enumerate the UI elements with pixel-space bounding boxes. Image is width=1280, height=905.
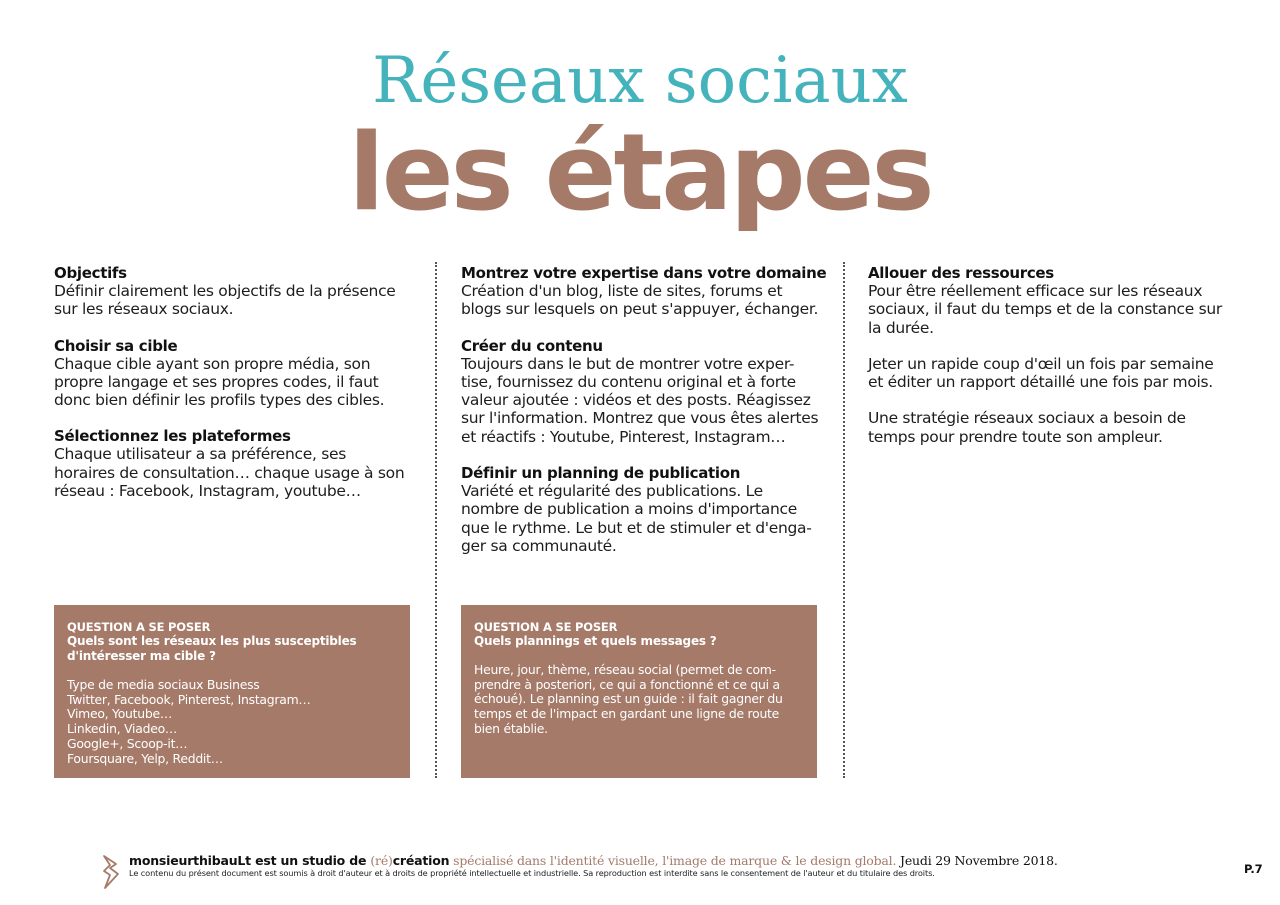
section-text: Définir clairement les objectifs de la présence sur les réseaux sociaux. — [54, 282, 396, 319]
question-text: Quels plannings et quels messages ? — [474, 634, 717, 648]
section-text: Création d'un blog, liste de sites, forums et blogs sur lesquels on peut s'appuyer, échanger. — [461, 282, 819, 319]
section-title: Montrez votre expertise dans votre domaine — [461, 264, 827, 282]
section-text: Jeter un rapide coup d'œil un fois par semaine et éditer un rapport détaillé une fois par mois. — [868, 354, 1214, 392]
page-number: P.7 — [1244, 862, 1263, 876]
section-title: Choisir sa cible — [54, 336, 178, 355]
section-text: Chaque cible ayant son propre média, son propre langage et ses propres codes, il faut donc bien définir les profils types des cibles. — [54, 354, 385, 410]
footer-legal: Le contenu du présent document est soumis à droit d'auteur et à droits de propriété intellectuelle et industrielle. Sa reproduction est interdite sans le consentement de l'auteur et du titulaire des droits. — [129, 868, 935, 878]
section-rapport — [868, 355, 1240, 392]
lightning-bolt-icon — [101, 854, 123, 890]
page-subtitle: Réseaux sociaux — [372, 44, 908, 118]
column-2 — [461, 264, 833, 573]
section-objectifs — [54, 264, 426, 319]
section-title: Objectifs — [54, 264, 127, 282]
section-title: Créer du contenu — [461, 336, 603, 355]
section-text: Une stratégie réseaux sociaux a besoin de temps pour prendre toute son ampleur. — [868, 409, 1186, 446]
section-planning — [461, 464, 833, 555]
column-divider — [435, 262, 437, 778]
section-title: Sélectionnez les plateformes — [54, 427, 291, 446]
footer-creation: création — [392, 853, 450, 868]
column-1 — [54, 264, 426, 518]
footer-date: Jeudi 29 Novembre 2018. — [896, 853, 1058, 868]
section-text: Chaque utilisateur a sa préférence, ses horaires de consultation… chaque usage à son réseau : Facebook, Instagram, youtube… — [54, 445, 405, 501]
column-3 — [868, 264, 1240, 464]
section-choisir-cible — [54, 337, 426, 410]
question-box — [54, 605, 410, 778]
question-body: Type de media sociaux Business Twitter, Facebook, Pinterest, Instagram… Vimeo, Youtube… Linkedin, Viadeo… Google+, Scoop-it… Foursquare, Yelp, Reddit… — [67, 677, 311, 766]
section-title: Allouer des ressources — [868, 264, 1054, 282]
section-strategie — [868, 409, 1240, 446]
column-divider — [843, 262, 845, 778]
section-expertise — [461, 264, 833, 319]
question-box — [461, 605, 817, 778]
section-contenu — [461, 337, 833, 446]
section-title: Définir un planning de publication — [461, 464, 741, 483]
section-ressources — [868, 264, 1240, 337]
question-body: Heure, jour, thème, réseau social (permet de com- prendre à posteriori, ce qui a fonctionné et ce qui a échoué). Le planning est un guide : il fait gagner du temps et de l'impact en gardant une ligne de route bien établie. — [474, 662, 783, 736]
question-text: Quels sont les réseaux les plus susceptibles d'intéresser ma cible ? — [67, 634, 357, 663]
footer-specialty: spécialisé dans l'identité visuelle, l'image de marque & le design global. — [449, 853, 897, 868]
footer-tagline — [129, 853, 1058, 869]
section-text: Variété et régularité des publications. Le nombre de publication a moins d'importance que le rythme. Le but et de stimuler et d'enga- ger sa communauté. — [461, 482, 812, 555]
section-text: Pour être réellement efficace sur les réseaux sociaux, il faut du temps et de la constance sur la durée. — [868, 282, 1222, 337]
section-text: Toujours dans le but de montrer votre exper- tise, fournissez du contenu original et à forte valeur ajoutée : vidéos et des posts. Réagissez sur l'information. Montrez que vous êtes alertes et réactifs : Youtube, Pinterest, Instagram… — [461, 354, 819, 446]
question-label: QUESTION A SE POSER — [67, 620, 211, 634]
question-label: QUESTION A SE POSER — [474, 620, 618, 634]
section-plateformes — [54, 427, 426, 500]
page-title: les étapes — [348, 111, 932, 234]
footer-brand: monsieurthibauLt est un studio de — [129, 853, 371, 868]
footer-re: (ré) — [370, 853, 393, 868]
